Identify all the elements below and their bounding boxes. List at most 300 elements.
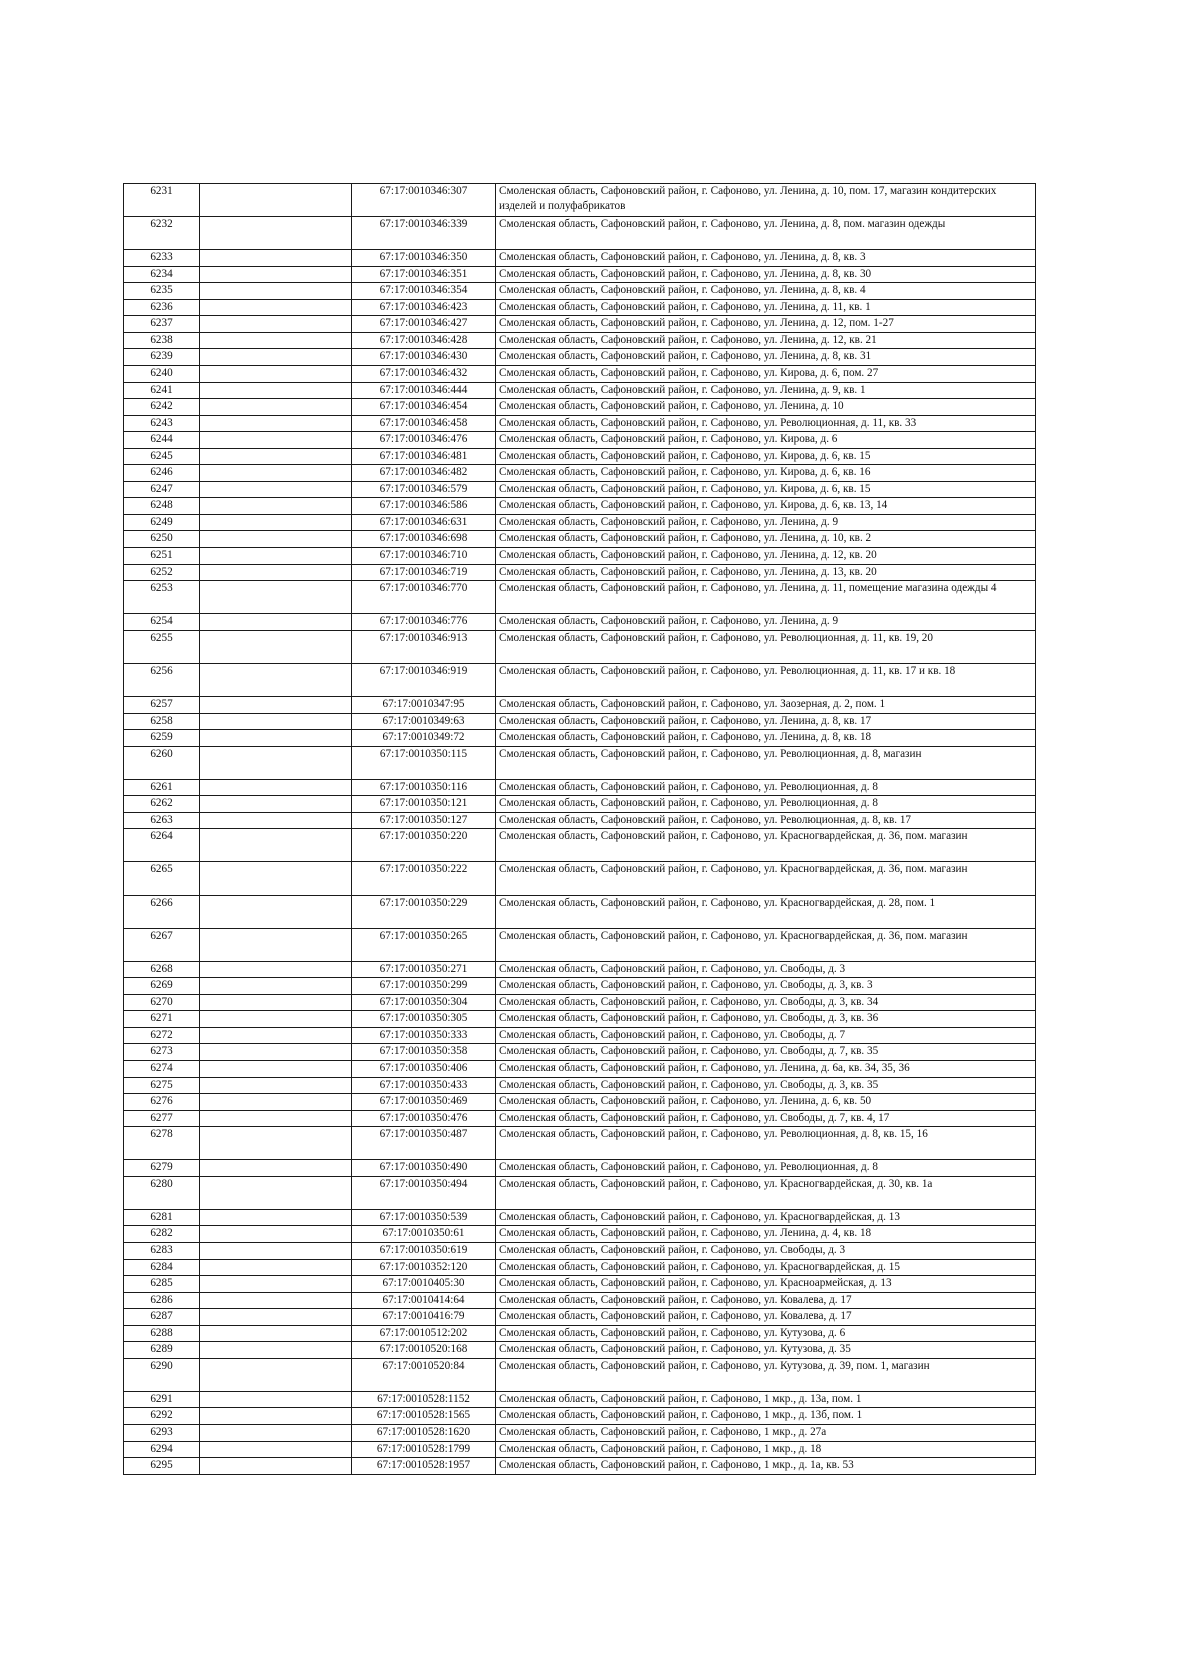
- empty-cell: [200, 1226, 352, 1243]
- row-number: 6253: [124, 581, 200, 614]
- empty-cell: [200, 465, 352, 482]
- row-number: 6288: [124, 1325, 200, 1342]
- empty-cell: [200, 713, 352, 730]
- property-address: Смоленская область, Сафоновский район, г. Сафоново, ул. Ленина, д. 10: [496, 399, 1036, 416]
- empty-cell: [200, 1342, 352, 1359]
- property-address: Смоленская область, Сафоновский район, г. Сафоново, ул. Свободы, д. 7, кв. 35: [496, 1044, 1036, 1061]
- property-address: Смоленская область, Сафоновский район, г. Сафоново, ул. Свободы, д. 7, кв. 4, 17: [496, 1110, 1036, 1127]
- cadastral-number: 67:17:0010350:304: [352, 994, 496, 1011]
- row-number: 6265: [124, 862, 200, 895]
- cadastral-number: 67:17:0010346:586: [352, 498, 496, 515]
- property-address: Смоленская область, Сафоновский район, г. Сафоново, ул. Красногвардейская, д. 36, пом. магазин: [496, 829, 1036, 862]
- property-address: Смоленская область, Сафоновский район, г. Сафоново, ул. Кирова, д. 6, кв. 15: [496, 448, 1036, 465]
- row-number: 6287: [124, 1309, 200, 1326]
- row-number: 6252: [124, 564, 200, 581]
- empty-cell: [200, 1458, 352, 1475]
- empty-cell: [200, 994, 352, 1011]
- property-address: Смоленская область, Сафоновский район, г. Сафоново, ул. Революционная, д. 8: [496, 796, 1036, 813]
- row-number: 6293: [124, 1425, 200, 1442]
- cadastral-number: 67:17:0010414:64: [352, 1292, 496, 1309]
- property-address: Смоленская область, Сафоновский район, г. Сафоново, ул. Кутузова, д. 39, пом. 1, магазин: [496, 1358, 1036, 1391]
- table-row: [124, 1408, 1036, 1425]
- empty-cell: [200, 862, 352, 895]
- cadastral-number: 67:17:0010346:444: [352, 382, 496, 399]
- table-row: [124, 829, 1036, 862]
- cadastral-number: 67:17:0010350:222: [352, 862, 496, 895]
- property-address: Смоленская область, Сафоновский район, г. Сафоново, ул. Ленина, д. 10, пом. 17, магазин кондитерских изделей и полуфабрикатов: [496, 184, 1036, 217]
- property-address: Смоленская область, Сафоновский район, г. Сафоново, ул. Ленина, д. 8, кв. 17: [496, 713, 1036, 730]
- cadastral-number: 67:17:0010346:476: [352, 432, 496, 449]
- property-address: Смоленская область, Сафоновский район, г. Сафоново, ул. Кирова, д. 6, пом. 27: [496, 366, 1036, 383]
- empty-cell: [200, 332, 352, 349]
- cadastral-number: 67:17:0010528:1620: [352, 1425, 496, 1442]
- row-number: 6256: [124, 663, 200, 696]
- table-row: [124, 581, 1036, 614]
- cadastral-number: 67:17:0010350:229: [352, 895, 496, 928]
- property-address: Смоленская область, Сафоновский район, г. Сафоново, ул. Красноармейская, д. 13: [496, 1276, 1036, 1293]
- property-address: Смоленская область, Сафоновский район, г. Сафоново, ул. Ковалева, д. 17: [496, 1292, 1036, 1309]
- empty-cell: [200, 895, 352, 928]
- empty-cell: [200, 283, 352, 300]
- empty-cell: [200, 978, 352, 995]
- register-table-body: [124, 184, 1036, 1475]
- property-address: Смоленская область, Сафоновский район, г. Сафоново, ул. Революционная, д. 8, магазин: [496, 746, 1036, 779]
- table-row: [124, 1160, 1036, 1177]
- cadastral-number: 67:17:0010350:305: [352, 1011, 496, 1028]
- property-address: Смоленская область, Сафоновский район, г. Сафоново, ул. Ленина, д. 9, кв. 1: [496, 382, 1036, 399]
- row-number: 6279: [124, 1160, 200, 1177]
- empty-cell: [200, 382, 352, 399]
- table-row: [124, 1243, 1036, 1260]
- property-address: Смоленская область, Сафоновский район, г. Сафоново, ул. Свободы, д. 3: [496, 1243, 1036, 1260]
- row-number: 6234: [124, 266, 200, 283]
- property-address: Смоленская область, Сафоновский район, г. Сафоново, ул. Революционная, д. 8, кв. 17: [496, 812, 1036, 829]
- empty-cell: [200, 1259, 352, 1276]
- empty-cell: [200, 696, 352, 713]
- property-address: Смоленская область, Сафоновский район, г. Сафоново, ул. Заозерная, д. 2, пом. 1: [496, 696, 1036, 713]
- row-number: 6278: [124, 1127, 200, 1160]
- empty-cell: [200, 1060, 352, 1077]
- property-address: Смоленская область, Сафоновский район, г. Сафоново, ул. Кутузова, д. 6: [496, 1325, 1036, 1342]
- table-row: [124, 713, 1036, 730]
- cadastral-number: 67:17:0010346:354: [352, 283, 496, 300]
- property-address: Смоленская область, Сафоновский район, г. Сафоново, ул. Ленина, д. 8, кв. 4: [496, 283, 1036, 300]
- empty-cell: [200, 1243, 352, 1260]
- empty-cell: [200, 1358, 352, 1391]
- table-row: [124, 696, 1036, 713]
- property-address: Смоленская область, Сафоновский район, г. Сафоново, 1 мкр., д. 27а: [496, 1425, 1036, 1442]
- table-row: [124, 779, 1036, 796]
- row-number: 6237: [124, 316, 200, 333]
- cadastral-number: 67:17:0010346:427: [352, 316, 496, 333]
- row-number: 6291: [124, 1391, 200, 1408]
- row-number: 6273: [124, 1044, 200, 1061]
- property-address: Смоленская область, Сафоновский район, г. Сафоново, ул. Ленина, д. 12, кв. 20: [496, 548, 1036, 565]
- cadastral-number: 67:17:0010346:454: [352, 399, 496, 416]
- cadastral-number: 67:17:0010350:487: [352, 1127, 496, 1160]
- cadastral-number: 67:17:0010350:220: [352, 829, 496, 862]
- empty-cell: [200, 746, 352, 779]
- row-number: 6295: [124, 1458, 200, 1475]
- property-address: Смоленская область, Сафоновский район, г. Сафоново, ул. Кирова, д. 6, кв. 13, 14: [496, 498, 1036, 515]
- property-address: Смоленская область, Сафоновский район, г. Сафоново, ул. Кирова, д. 6: [496, 432, 1036, 449]
- row-number: 6249: [124, 514, 200, 531]
- table-row: [124, 250, 1036, 267]
- table-row: [124, 961, 1036, 978]
- property-address: Смоленская область, Сафоновский район, г. Сафоново, ул. Красногвардейская, д. 13: [496, 1209, 1036, 1226]
- table-row: [124, 1209, 1036, 1226]
- empty-cell: [200, 1425, 352, 1442]
- cadastral-number: 67:17:0010350:299: [352, 978, 496, 995]
- cadastral-number: 67:17:0010528:1957: [352, 1458, 496, 1475]
- property-address: Смоленская область, Сафоновский район, г. Сафоново, ул. Ленина, д. 12, кв. 21: [496, 332, 1036, 349]
- property-address: Смоленская область, Сафоновский район, г. Сафоново, ул. Свободы, д. 3, кв. 36: [496, 1011, 1036, 1028]
- row-number: 6272: [124, 1027, 200, 1044]
- cadastral-number: 67:17:0010346:430: [352, 349, 496, 366]
- cadastral-number: 67:17:0010346:776: [352, 614, 496, 631]
- row-number: 6281: [124, 1209, 200, 1226]
- property-address: Смоленская область, Сафоновский район, г. Сафоново, ул. Ленина, д. 6, кв. 50: [496, 1094, 1036, 1111]
- row-number: 6238: [124, 332, 200, 349]
- row-number: 6247: [124, 481, 200, 498]
- property-address: Смоленская область, Сафоновский район, г. Сафоново, ул. Ленина, д. 13, кв. 20: [496, 564, 1036, 581]
- property-address: Смоленская область, Сафоновский район, г. Сафоново, ул. Революционная, д. 8, кв. 15, 16: [496, 1127, 1036, 1160]
- cadastral-number: 67:17:0010346:631: [352, 514, 496, 531]
- row-number: 6292: [124, 1408, 200, 1425]
- row-number: 6254: [124, 614, 200, 631]
- row-number: 6267: [124, 928, 200, 961]
- empty-cell: [200, 531, 352, 548]
- table-row: [124, 564, 1036, 581]
- empty-cell: [200, 415, 352, 432]
- empty-cell: [200, 630, 352, 663]
- table-row: [124, 746, 1036, 779]
- table-row: [124, 531, 1036, 548]
- property-address: Смоленская область, Сафоновский район, г. Сафоново, ул. Ленина, д. 12, пом. 1-27: [496, 316, 1036, 333]
- empty-cell: [200, 548, 352, 565]
- table-row: [124, 266, 1036, 283]
- cadastral-number: 67:17:0010350:476: [352, 1110, 496, 1127]
- empty-cell: [200, 1110, 352, 1127]
- table-row: [124, 283, 1036, 300]
- cadastral-number: 67:17:0010350:539: [352, 1209, 496, 1226]
- row-number: 6239: [124, 349, 200, 366]
- cadastral-number: 67:17:0010350:127: [352, 812, 496, 829]
- property-address: Смоленская область, Сафоновский район, г. Сафоново, ул. Свободы, д. 3, кв. 34: [496, 994, 1036, 1011]
- empty-cell: [200, 796, 352, 813]
- empty-cell: [200, 730, 352, 747]
- empty-cell: [200, 349, 352, 366]
- row-number: 6266: [124, 895, 200, 928]
- table-row: [124, 548, 1036, 565]
- property-address: Смоленская область, Сафоновский район, г. Сафоново, ул. Ленина, д. 9: [496, 614, 1036, 631]
- table-row: [124, 1276, 1036, 1293]
- property-address: Смоленская область, Сафоновский район, г. Сафоново, 1 мкр., д. 1а, кв. 53: [496, 1458, 1036, 1475]
- cadastral-number: 67:17:0010520:168: [352, 1342, 496, 1359]
- cadastral-number: 67:17:0010346:458: [352, 415, 496, 432]
- table-row: [124, 630, 1036, 663]
- empty-cell: [200, 829, 352, 862]
- cadastral-number: 67:17:0010350:116: [352, 779, 496, 796]
- property-address: Смоленская область, Сафоновский район, г. Сафоново, ул. Революционная, д. 11, кв. 19, 20: [496, 630, 1036, 663]
- empty-cell: [200, 366, 352, 383]
- cadastral-number: 67:17:0010512:202: [352, 1325, 496, 1342]
- cadastral-number: 67:17:0010350:494: [352, 1176, 496, 1209]
- property-address: Смоленская область, Сафоновский район, г. Сафоново, ул. Ленина, д. 4, кв. 18: [496, 1226, 1036, 1243]
- property-address: Смоленская область, Сафоновский район, г. Сафоново, ул. Ленина, д. 8, кв. 18: [496, 730, 1036, 747]
- table-row: [124, 1094, 1036, 1111]
- row-number: 6290: [124, 1358, 200, 1391]
- cadastral-number: 67:17:0010346:482: [352, 465, 496, 482]
- property-address: Смоленская область, Сафоновский район, г. Сафоново, ул. Красногвардейская, д. 36, пом. магазин: [496, 862, 1036, 895]
- property-address: Смоленская область, Сафоновский район, г. Сафоново, ул. Ленина, д. 6а, кв. 34, 35, 36: [496, 1060, 1036, 1077]
- cadastral-number: 67:17:0010346:350: [352, 250, 496, 267]
- empty-cell: [200, 514, 352, 531]
- empty-cell: [200, 1044, 352, 1061]
- empty-cell: [200, 448, 352, 465]
- table-row: [124, 349, 1036, 366]
- cadastral-number: 67:17:0010350:469: [352, 1094, 496, 1111]
- cadastral-number: 67:17:0010350:490: [352, 1160, 496, 1177]
- empty-cell: [200, 1276, 352, 1293]
- property-address: Смоленская область, Сафоновский район, г. Сафоново, 1 мкр., д. 13а, пом. 1: [496, 1391, 1036, 1408]
- cadastral-number: 67:17:0010346:423: [352, 299, 496, 316]
- row-number: 6261: [124, 779, 200, 796]
- property-address: Смоленская область, Сафоновский район, г. Сафоново, 1 мкр., д. 13б, пом. 1: [496, 1408, 1036, 1425]
- empty-cell: [200, 1027, 352, 1044]
- table-row: [124, 730, 1036, 747]
- empty-cell: [200, 217, 352, 250]
- cadastral-number: 67:17:0010350:115: [352, 746, 496, 779]
- cadastral-number: 67:17:0010528:1152: [352, 1391, 496, 1408]
- row-number: 6274: [124, 1060, 200, 1077]
- cadastral-number: 67:17:0010349:63: [352, 713, 496, 730]
- table-row: [124, 1458, 1036, 1475]
- property-address: Смоленская область, Сафоновский район, г. Сафоново, ул. Свободы, д. 7: [496, 1027, 1036, 1044]
- empty-cell: [200, 812, 352, 829]
- row-number: 6284: [124, 1259, 200, 1276]
- property-address: Смоленская область, Сафоновский район, г. Сафоново, ул. Красногвардейская, д. 30, кв. 1а: [496, 1176, 1036, 1209]
- cadastral-number: 67:17:0010346:428: [352, 332, 496, 349]
- property-address: Смоленская область, Сафоновский район, г. Сафоново, ул. Красногвардейская, д. 15: [496, 1259, 1036, 1276]
- empty-cell: [200, 1292, 352, 1309]
- property-address: Смоленская область, Сафоновский район, г. Сафоново, ул. Красногвардейская, д. 28, пом. 1: [496, 895, 1036, 928]
- table-row: [124, 1292, 1036, 1309]
- property-address: Смоленская область, Сафоновский район, г. Сафоново, ул. Революционная, д. 11, кв. 17 и кв. 18: [496, 663, 1036, 696]
- table-row: [124, 663, 1036, 696]
- row-number: 6289: [124, 1342, 200, 1359]
- row-number: 6245: [124, 448, 200, 465]
- row-number: 6280: [124, 1176, 200, 1209]
- empty-cell: [200, 1094, 352, 1111]
- table-row: [124, 332, 1036, 349]
- property-register-table: [123, 183, 1036, 1475]
- cadastral-number: 67:17:0010350:333: [352, 1027, 496, 1044]
- table-row: [124, 862, 1036, 895]
- empty-cell: [200, 1391, 352, 1408]
- cadastral-number: 67:17:0010528:1799: [352, 1441, 496, 1458]
- row-number: 6244: [124, 432, 200, 449]
- row-number: 6251: [124, 548, 200, 565]
- cadastral-number: 67:17:0010416:79: [352, 1309, 496, 1326]
- row-number: 6262: [124, 796, 200, 813]
- cadastral-number: 67:17:0010350:271: [352, 961, 496, 978]
- table-row: [124, 1358, 1036, 1391]
- property-address: Смоленская область, Сафоновский район, г. Сафоново, ул. Ленина, д. 9: [496, 514, 1036, 531]
- row-number: 6260: [124, 746, 200, 779]
- table-row: [124, 399, 1036, 416]
- row-number: 6236: [124, 299, 200, 316]
- property-address: Смоленская область, Сафоновский район, г. Сафоново, ул. Ленина, д. 8, кв. 30: [496, 266, 1036, 283]
- cadastral-number: 67:17:0010346:351: [352, 266, 496, 283]
- empty-cell: [200, 1408, 352, 1425]
- property-address: Смоленская область, Сафоновский район, г. Сафоново, ул. Свободы, д. 3: [496, 961, 1036, 978]
- table-row: [124, 366, 1036, 383]
- row-number: 6276: [124, 1094, 200, 1111]
- cadastral-number: 67:17:0010350:265: [352, 928, 496, 961]
- table-row: [124, 184, 1036, 217]
- table-row: [124, 498, 1036, 515]
- table-row: [124, 1044, 1036, 1061]
- property-address: Смоленская область, Сафоновский район, г. Сафоново, ул. Свободы, д. 3, кв. 35: [496, 1077, 1036, 1094]
- table-row: [124, 812, 1036, 829]
- empty-cell: [200, 1077, 352, 1094]
- table-row: [124, 1176, 1036, 1209]
- table-row: [124, 1342, 1036, 1359]
- table-row: [124, 614, 1036, 631]
- table-row: [124, 1027, 1036, 1044]
- empty-cell: [200, 1176, 352, 1209]
- table-row: [124, 1110, 1036, 1127]
- table-row: [124, 465, 1036, 482]
- row-number: 6271: [124, 1011, 200, 1028]
- cadastral-number: 67:17:0010346:919: [352, 663, 496, 696]
- property-address: Смоленская область, Сафоновский район, г. Сафоново, ул. Свободы, д. 3, кв. 3: [496, 978, 1036, 995]
- row-number: 6283: [124, 1243, 200, 1260]
- row-number: 6269: [124, 978, 200, 995]
- row-number: 6282: [124, 1226, 200, 1243]
- cadastral-number: 67:17:0010346:307: [352, 184, 496, 217]
- row-number: 6241: [124, 382, 200, 399]
- table-row: [124, 316, 1036, 333]
- table-row: [124, 382, 1036, 399]
- property-address: Смоленская область, Сафоновский район, г. Сафоново, ул. Ленина, д. 8, пом. магазин одежды: [496, 217, 1036, 250]
- row-number: 6231: [124, 184, 200, 217]
- property-address: Смоленская область, Сафоновский район, г. Сафоново, ул. Кирова, д. 6, кв. 16: [496, 465, 1036, 482]
- empty-cell: [200, 1325, 352, 1342]
- row-number: 6235: [124, 283, 200, 300]
- table-row: [124, 994, 1036, 1011]
- cadastral-number: 67:17:0010346:710: [352, 548, 496, 565]
- row-number: 6250: [124, 531, 200, 548]
- empty-cell: [200, 779, 352, 796]
- row-number: 6264: [124, 829, 200, 862]
- table-row: [124, 1127, 1036, 1160]
- property-address: Смоленская область, Сафоновский район, г. Сафоново, ул. Красногвардейская, д. 36, пом. магазин: [496, 928, 1036, 961]
- cadastral-number: 67:17:0010346:770: [352, 581, 496, 614]
- empty-cell: [200, 663, 352, 696]
- row-number: 6258: [124, 713, 200, 730]
- property-address: Смоленская область, Сафоновский район, г. Сафоново, ул. Революционная, д. 11, кв. 33: [496, 415, 1036, 432]
- table-row: [124, 514, 1036, 531]
- table-row: [124, 1259, 1036, 1276]
- property-address: Смоленская область, Сафоновский район, г. Сафоново, ул. Ленина, д. 11, кв. 1: [496, 299, 1036, 316]
- table-row: [124, 1441, 1036, 1458]
- empty-cell: [200, 1441, 352, 1458]
- empty-cell: [200, 581, 352, 614]
- table-row: [124, 1226, 1036, 1243]
- property-address: Смоленская область, Сафоновский район, г. Сафоново, ул. Революционная, д. 8: [496, 779, 1036, 796]
- cadastral-number: 67:17:0010350:121: [352, 796, 496, 813]
- empty-cell: [200, 266, 352, 283]
- empty-cell: [200, 481, 352, 498]
- table-row: [124, 1077, 1036, 1094]
- cadastral-number: 67:17:0010346:481: [352, 448, 496, 465]
- cadastral-number: 67:17:0010352:120: [352, 1259, 496, 1276]
- empty-cell: [200, 1309, 352, 1326]
- table-row: [124, 928, 1036, 961]
- cadastral-number: 67:17:0010350:619: [352, 1243, 496, 1260]
- table-row: [124, 481, 1036, 498]
- cadastral-number: 67:17:0010528:1565: [352, 1408, 496, 1425]
- row-number: 6270: [124, 994, 200, 1011]
- property-address: Смоленская область, Сафоновский район, г. Сафоново, ул. Кирова, д. 6, кв. 15: [496, 481, 1036, 498]
- cadastral-number: 67:17:0010350:433: [352, 1077, 496, 1094]
- empty-cell: [200, 316, 352, 333]
- empty-cell: [200, 250, 352, 267]
- empty-cell: [200, 299, 352, 316]
- table-row: [124, 1425, 1036, 1442]
- cadastral-number: 67:17:0010349:72: [352, 730, 496, 747]
- table-row: [124, 432, 1036, 449]
- cadastral-number: 67:17:0010405:30: [352, 1276, 496, 1293]
- table-row: [124, 1309, 1036, 1326]
- empty-cell: [200, 184, 352, 217]
- cadastral-number: 67:17:0010347:95: [352, 696, 496, 713]
- property-address: Смоленская область, Сафоновский район, г. Сафоново, ул. Ленина, д. 10, кв. 2: [496, 531, 1036, 548]
- empty-cell: [200, 928, 352, 961]
- property-address: Смоленская область, Сафоновский район, г. Сафоново, ул. Ленина, д. 8, кв. 3: [496, 250, 1036, 267]
- property-address: Смоленская область, Сафоновский район, г. Сафоново, ул. Ковалева, д. 17: [496, 1309, 1036, 1326]
- row-number: 6246: [124, 465, 200, 482]
- table-row: [124, 415, 1036, 432]
- table-row: [124, 1391, 1036, 1408]
- cadastral-number: 67:17:0010346:913: [352, 630, 496, 663]
- table-row: [124, 895, 1036, 928]
- row-number: 6259: [124, 730, 200, 747]
- empty-cell: [200, 399, 352, 416]
- row-number: 6263: [124, 812, 200, 829]
- cadastral-number: 67:17:0010346:432: [352, 366, 496, 383]
- row-number: 6277: [124, 1110, 200, 1127]
- row-number: 6243: [124, 415, 200, 432]
- table-row: [124, 1060, 1036, 1077]
- empty-cell: [200, 1011, 352, 1028]
- row-number: 6255: [124, 630, 200, 663]
- cadastral-number: 67:17:0010350:358: [352, 1044, 496, 1061]
- row-number: 6248: [124, 498, 200, 515]
- table-row: [124, 299, 1036, 316]
- empty-cell: [200, 614, 352, 631]
- property-address: Смоленская область, Сафоновский район, г. Сафоново, ул. Ленина, д. 8, кв. 31: [496, 349, 1036, 366]
- row-number: 6294: [124, 1441, 200, 1458]
- empty-cell: [200, 498, 352, 515]
- row-number: 6286: [124, 1292, 200, 1309]
- row-number: 6257: [124, 696, 200, 713]
- row-number: 6285: [124, 1276, 200, 1293]
- cadastral-number: 67:17:0010350:61: [352, 1226, 496, 1243]
- table-row: [124, 217, 1036, 250]
